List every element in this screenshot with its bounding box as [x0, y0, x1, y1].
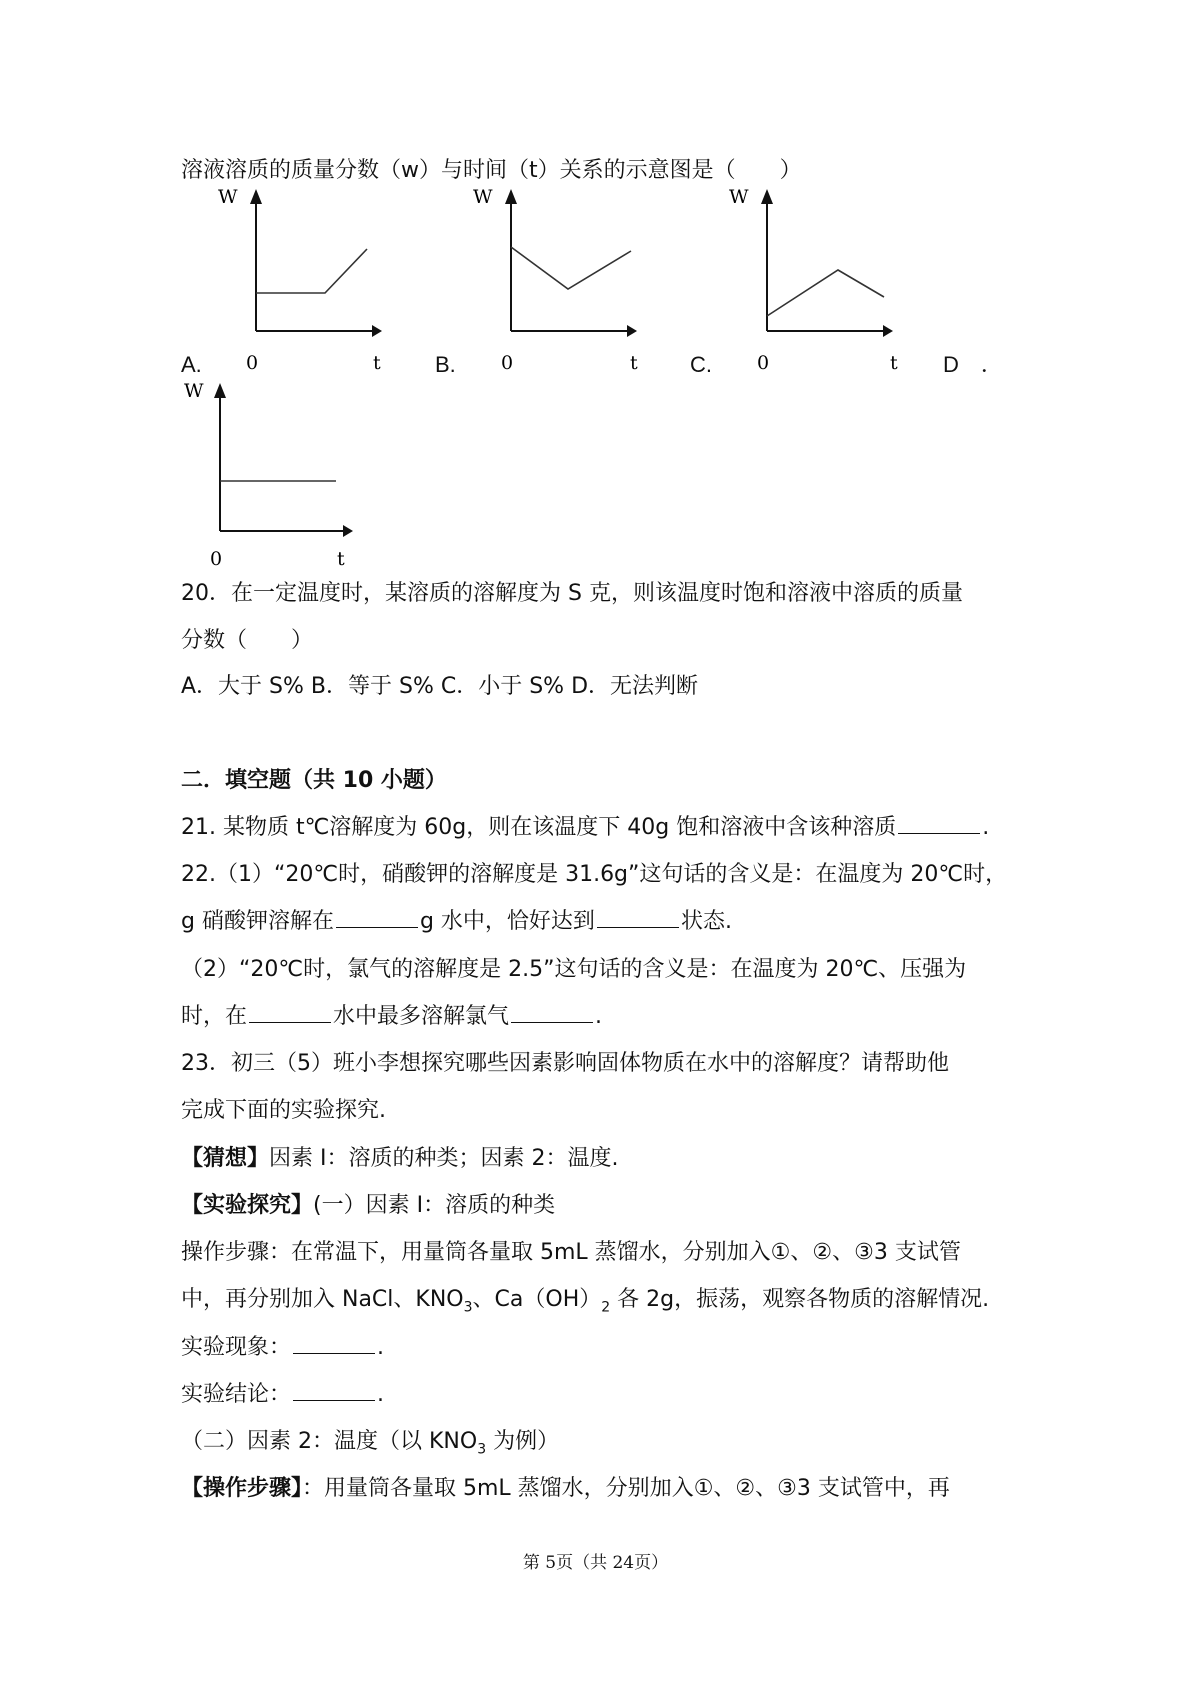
graph-b-xlabel: t [630, 352, 638, 374]
q23-guess [181, 1144, 618, 1174]
q22-blank-4 [511, 1002, 593, 1023]
graph-c [727, 186, 898, 376]
option-a-label: A. [181, 352, 202, 377]
graph-c-origin: 0 [757, 352, 770, 374]
q23-part2-text-b: 为例） [486, 1429, 560, 1454]
graph-a [216, 186, 381, 376]
q23-op-tag: 【操作步骤】 [181, 1476, 303, 1501]
q23-step-text-a: 中，再分别加入 NaCl、KNO [181, 1287, 464, 1312]
graph-d-xlabel: t [337, 548, 345, 570]
q23-blank-phenomenon [293, 1333, 375, 1354]
section-title: 二．填空题（共 10 小题） [181, 768, 447, 793]
graph-a-curve [256, 249, 367, 293]
q23-phenomenon [181, 1333, 384, 1363]
q22-blank-3 [249, 1002, 331, 1023]
graph-b-ylabel: W [473, 186, 493, 208]
q23-explore-tag: 【实验探究】 [181, 1193, 314, 1218]
q23-line2: 完成下面的实验探究. [181, 1098, 386, 1123]
graph-b-origin: 0 [501, 352, 514, 374]
q23-part2-sub: 3 [477, 1441, 487, 1458]
q22-blank-1 [336, 907, 418, 928]
q23-explore-text: (一）因素 I：溶质的种类 [313, 1193, 556, 1218]
q23-conclusion-dot: . [377, 1382, 385, 1407]
q22-p1-text-c: 状态. [680, 909, 732, 934]
q23-part2 [181, 1427, 559, 1464]
graph-d [182, 380, 357, 580]
q23-guess-text: 因素 I：溶质的种类；因素 2：温度. [269, 1146, 619, 1171]
q23-step-line1: 操作步骤：在常温下，用量筒各量取 5mL 蒸馏水，分别加入①、②、③3 支试管 [181, 1240, 961, 1265]
option-c-label: C. [690, 352, 712, 377]
q23-step-sub1: 3 [463, 1299, 473, 1316]
q22-p1-line1: 22.（1）“20℃时，硝酸钾的溶解度是 31.6g”这句话的含义是：在温度为 20℃时， [181, 862, 1008, 887]
graph-c-ylabel: W [729, 186, 749, 208]
q21-blank [898, 813, 980, 834]
q21 [181, 813, 989, 843]
q23-blank-conclusion [293, 1380, 375, 1401]
q23-phenomenon-dot: . [377, 1335, 385, 1360]
graph-d-ylabel: W [184, 380, 204, 402]
q23-phenomenon-label: 实验现象： [181, 1335, 292, 1360]
option-d-label: D ． [943, 352, 1003, 377]
q23-step-line2 [181, 1285, 989, 1322]
graph-a-xlabel: t [373, 352, 381, 374]
q22-p2-line1: （2）“20℃时，氯气的溶解度是 2.5”这句话的含义是：在温度为 20℃、压强为 [181, 957, 967, 982]
q22-p1-line2 [181, 907, 732, 937]
q23-guess-tag: 【猜想】 [181, 1146, 270, 1171]
graph-c-xlabel: t [890, 352, 898, 374]
option-b-label: B. [435, 352, 456, 377]
q22-p2-text-a: 时，在 [181, 1004, 248, 1029]
q22-p1-text-a: g 硝酸钾溶解在 [181, 909, 334, 934]
q21-text: 21. 某物质 t℃溶解度为 60g，则在该温度下 40g 饱和溶液中含该种溶质 [181, 815, 897, 840]
graph-b [471, 186, 636, 376]
graph-d-origin: 0 [210, 548, 223, 570]
q23-conclusion [181, 1380, 384, 1410]
q23-part2-text-a: （二）因素 2：温度（以 KNO [181, 1429, 478, 1454]
q21-tail: . [982, 815, 990, 840]
graph-a-origin: 0 [246, 352, 259, 374]
q23-step-text-b: 、Ca（OH） [472, 1287, 602, 1312]
q22-p2-text-b: 水中最多溶解氯气 [333, 1004, 510, 1029]
q22-p1-text-b: g 水中，恰好达到 [419, 909, 595, 934]
q20-line1: 20．在一定温度时，某溶质的溶解度为 S 克，则该温度时饱和溶液中溶质的质量 [181, 581, 963, 606]
q23-op [181, 1474, 950, 1504]
q20-line2: 分数（ ） [181, 628, 314, 653]
graph-c-curve [767, 270, 884, 316]
graph-a-ylabel: W [218, 186, 238, 208]
q23-step-text-c: 各 2g，振荡，观察各物质的溶解情况. [610, 1287, 990, 1312]
q23-explore [181, 1191, 555, 1221]
page-footer: 第 5页（共 24页） [522, 1553, 669, 1573]
q23-conclusion-label: 实验结论： [181, 1382, 292, 1407]
q22-p2-text-c: . [595, 1004, 603, 1029]
q23-step-sub2: 2 [601, 1299, 611, 1316]
q19-stem: 溶液溶质的质量分数（w）与时间（t）关系的示意图是（ ） [181, 158, 802, 183]
q23-op-text: ：用量筒各量取 5mL 蒸馏水，分别加入①、②、③3 支试管中，再 [302, 1476, 950, 1501]
graph-b-curve [511, 247, 631, 289]
q22-blank-2 [597, 907, 679, 928]
q20-options: A．大于 S% B．等于 S% C．小于 S% D．无法判断 [181, 674, 699, 699]
q22-p2-line2 [181, 1002, 602, 1032]
q23-line1: 23．初三（5）班小李想探究哪些因素影响固体物质在水中的溶解度？请帮助他 [181, 1051, 949, 1076]
